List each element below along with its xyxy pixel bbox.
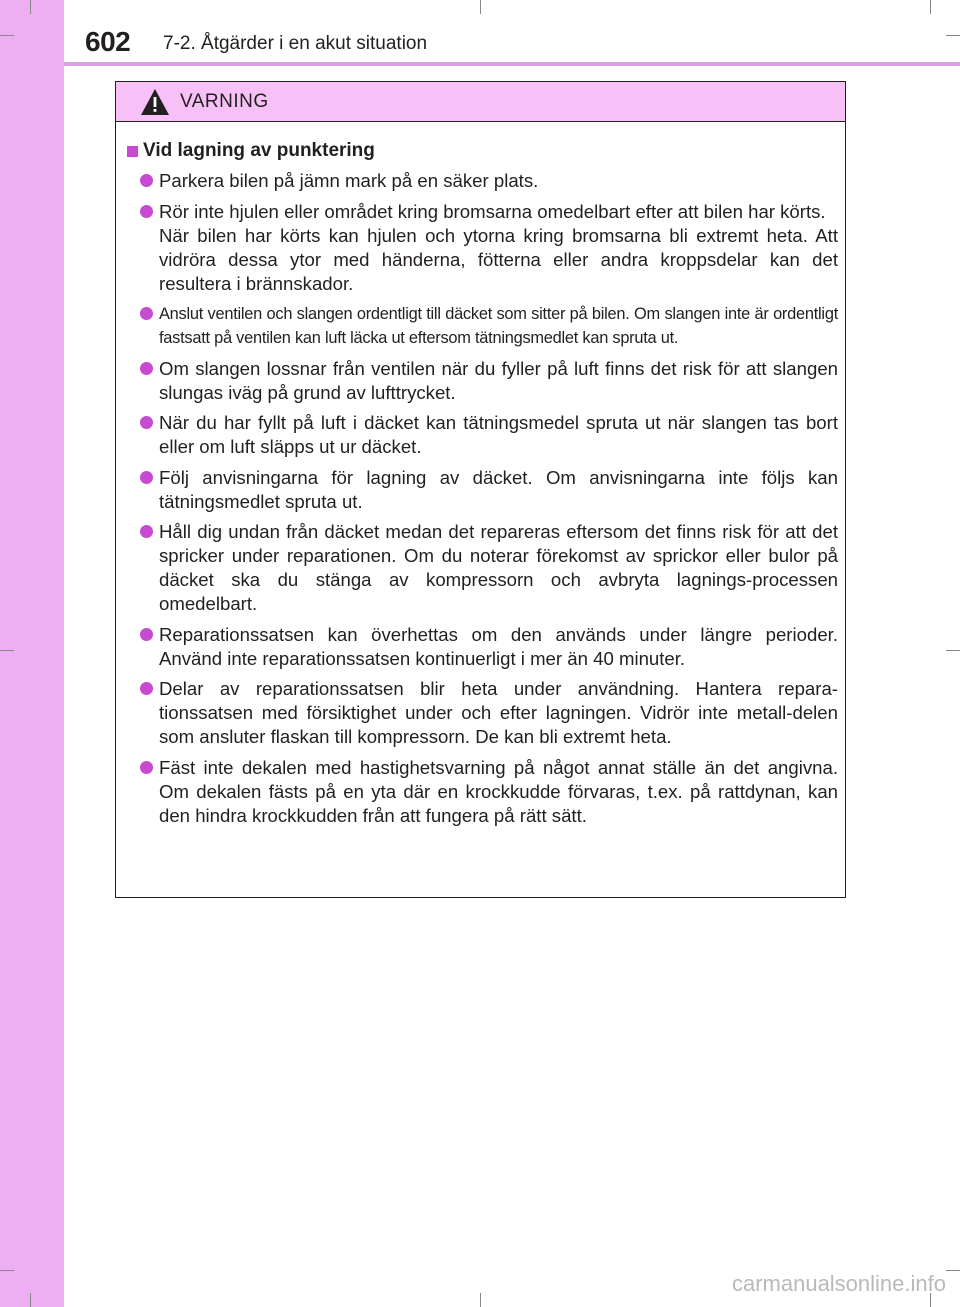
crop-mark xyxy=(946,1270,960,1271)
bullet-icon xyxy=(140,628,153,641)
bullet-icon xyxy=(140,416,153,429)
list-item xyxy=(126,466,838,514)
warning-triangle-icon xyxy=(140,88,170,116)
crop-mark xyxy=(946,650,960,651)
item-text: När du har fyllt på luft i däcket kan tätningsmedel spruta ut när slangen tas bort eller om luft släpps ut ur däcket. xyxy=(159,412,838,457)
crop-mark xyxy=(930,0,931,14)
item-text: Anslut ventilen och slangen ordentligt till däcket som sitter på bilen. Om slangen inte är ordentligt fastsatt på ventilen kan luft läcka ut eftersom tätningsmedlet kan spruta ut. xyxy=(159,305,838,347)
warning-title: VARNING xyxy=(180,90,269,112)
crop-mark xyxy=(30,0,31,14)
list-item xyxy=(126,200,838,296)
item-text: Parkera bilen på jämn mark på en säker plats. xyxy=(159,170,539,191)
page-number: 602 xyxy=(85,26,131,57)
bullet-icon xyxy=(140,682,153,695)
bullet-icon xyxy=(140,362,153,375)
crop-mark xyxy=(946,35,960,36)
crop-mark xyxy=(480,1293,481,1307)
crop-mark xyxy=(0,1270,14,1271)
bullet-icon xyxy=(140,761,153,774)
bullet-icon xyxy=(140,307,153,320)
subheading-text: Vid lagning av punktering xyxy=(143,140,375,161)
list-item xyxy=(126,411,838,459)
crop-mark xyxy=(0,650,14,651)
square-bullet-icon xyxy=(127,146,138,157)
section-title: 7-2. Åtgärder i en akut situation xyxy=(163,33,428,54)
crop-mark xyxy=(0,35,14,36)
crop-mark xyxy=(480,0,481,14)
list-item xyxy=(126,520,838,616)
bullet-icon xyxy=(140,205,153,218)
list-item xyxy=(126,623,838,671)
item-text: Reparationssatsen kan överhettas om den används under längre perioder. Använd inte reparationssatsen kontinuerligt i mer än 40 minuter. xyxy=(159,623,838,669)
header-rule xyxy=(64,62,960,66)
item-text: Delar av reparationssatsen blir heta under användning. Hantera repara-tionssatsen med försiktighet under och efter lagningen. Vidrör inte metall-delen som ansluter flaskan till kompressorn. De kan bli extremt heta. xyxy=(159,678,838,747)
item-text: Håll dig undan från däcket medan det repareras eftersom det finns risk för att det spricker under reparationen. Om du noterar förekomst av sprickor eller bulor på däcket ska du stänga av kompressorn och avbryta lagnings-processen omedelbart. xyxy=(159,521,838,614)
item-text: Följ anvisningarna för lagning av däcket. Om anvisningarna inte följs kan tätningsmedlet spruta ut. xyxy=(159,466,838,512)
list-item xyxy=(126,756,838,828)
bullet-icon xyxy=(140,525,153,538)
bullet-icon xyxy=(140,174,153,187)
list-item xyxy=(126,302,838,350)
list-item xyxy=(126,677,838,749)
item-text: Fäst inte dekalen med hastighetsvarning på något annat ställe än det angivna. Om dekalen fästs på en yta där en krockkudde förvaras, t.ex. på rattdynan, kan den hindra krockkudden från att fungera på rätt sätt. xyxy=(159,756,838,826)
side-color-band xyxy=(0,0,64,1307)
warning-body xyxy=(116,122,845,828)
warning-header xyxy=(116,82,845,122)
warning-box xyxy=(115,81,846,898)
item-text: När bilen har körts kan hjulen och ytorna kring bromsarna bli extremt heta. Att vidröra dessa ytor med händerna, fötterna eller andra kroppsdelar kan det resultera i brännskador. xyxy=(159,224,838,294)
watermark[interactable]: carmanualsonline.info xyxy=(731,1271,946,1296)
crop-mark xyxy=(30,1293,31,1307)
bullet-icon xyxy=(140,471,153,484)
list-item xyxy=(126,169,838,193)
warning-subheading xyxy=(126,140,838,162)
item-text: Rör inte hjulen eller området kring bromsarna omedelbart efter att bilen har körts. xyxy=(159,200,826,222)
item-text: Om slangen lossnar från ventilen när du fyller på luft finns det risk för att slangen slungas iväg på grund av lufttrycket. xyxy=(159,357,838,403)
list-item xyxy=(126,357,838,405)
